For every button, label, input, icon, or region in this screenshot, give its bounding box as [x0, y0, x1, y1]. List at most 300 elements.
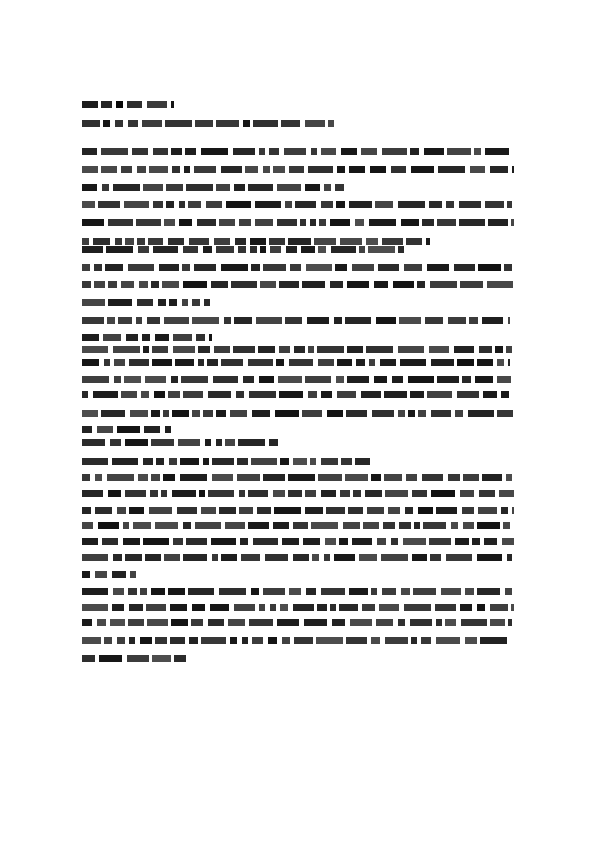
text-line [82, 299, 210, 306]
text-word [368, 246, 395, 253]
text-word [408, 376, 434, 383]
text-word [112, 458, 138, 465]
text-word [212, 458, 234, 465]
text-word [97, 619, 106, 626]
text-word [448, 317, 466, 324]
text-word [413, 588, 436, 595]
text-word [82, 334, 99, 341]
text-line [82, 554, 512, 561]
text-word [310, 458, 316, 465]
text-word [371, 588, 377, 595]
text-word [303, 538, 320, 545]
text-line [82, 410, 514, 417]
text-word [370, 166, 386, 173]
text-word [152, 359, 172, 366]
text-word [162, 281, 179, 288]
text-word [211, 538, 236, 545]
text-word [171, 101, 174, 108]
text-word [172, 410, 189, 417]
text-word [285, 317, 302, 324]
text-word [196, 334, 205, 341]
text-word [445, 619, 456, 626]
text-line [82, 458, 370, 465]
text-word [405, 507, 413, 514]
text-word [110, 439, 121, 446]
text-word [412, 490, 427, 497]
text-word [155, 334, 169, 341]
text-word [288, 490, 302, 497]
text-word [198, 359, 204, 366]
text-word [173, 334, 192, 341]
text-word [155, 522, 178, 529]
text-word [123, 522, 129, 529]
text-word [480, 637, 507, 644]
text-word [238, 246, 246, 253]
text-word [173, 346, 195, 353]
text-word [128, 120, 138, 127]
text-word [194, 166, 216, 173]
text-word [505, 588, 512, 595]
text-word [369, 359, 375, 366]
text-word [206, 201, 222, 208]
text-word [156, 458, 164, 465]
text-word [470, 166, 485, 173]
text-word [107, 474, 134, 481]
text-word [431, 410, 451, 417]
text-word [269, 238, 285, 245]
text-line [82, 219, 514, 226]
text-word [398, 346, 424, 353]
text-word [314, 238, 336, 245]
text-word [499, 490, 514, 497]
text-word [330, 604, 336, 611]
text-word [503, 522, 510, 529]
text-word [219, 507, 236, 514]
text-word [411, 637, 417, 644]
text-word [459, 201, 481, 208]
text-word [159, 264, 179, 271]
text-word [398, 619, 405, 626]
text-word [165, 426, 171, 433]
text-word [153, 201, 163, 208]
text-word [477, 522, 500, 529]
text-word [138, 246, 149, 253]
text-word [82, 426, 92, 433]
text-word [147, 619, 168, 626]
text-word [418, 507, 433, 514]
text-word [318, 474, 342, 481]
text-word [93, 391, 118, 398]
text-word [336, 376, 344, 383]
text-word [398, 410, 405, 417]
text-word [430, 281, 457, 288]
text-word [166, 201, 174, 208]
text-word [321, 148, 336, 155]
text-word [337, 166, 345, 173]
text-line [82, 655, 186, 662]
text-word [239, 219, 251, 226]
text-word [230, 637, 237, 644]
text-word [385, 490, 408, 497]
text-word [457, 391, 479, 398]
text-word [147, 317, 160, 324]
text-word [347, 346, 363, 353]
text-word [211, 281, 228, 288]
text-word [221, 166, 242, 173]
text-word [460, 490, 474, 497]
text-word [198, 346, 210, 353]
text-word [337, 359, 352, 366]
text-word [274, 507, 301, 514]
text-word [277, 219, 297, 226]
text-word [277, 184, 301, 191]
text-word [82, 490, 103, 497]
text-word [203, 410, 213, 417]
text-word [95, 507, 112, 514]
text-word [455, 538, 469, 545]
text-word [306, 588, 316, 595]
text-word [82, 410, 98, 417]
text-word [123, 538, 140, 545]
text-word [280, 604, 288, 611]
text-word [295, 201, 316, 208]
text-word [430, 554, 441, 561]
text-word [145, 376, 166, 383]
text-word [216, 410, 226, 417]
text-line [82, 201, 512, 208]
text-word [158, 299, 166, 306]
text-word [483, 391, 497, 398]
text-word [337, 391, 356, 398]
text-word [82, 507, 91, 514]
text-word [280, 458, 289, 465]
text-word [104, 359, 110, 366]
text-word [311, 148, 317, 155]
text-word [151, 439, 174, 446]
text-word [348, 507, 363, 514]
text-line [82, 376, 514, 383]
text-word [237, 458, 248, 465]
text-word [121, 166, 132, 173]
text-word [335, 264, 347, 271]
text-word [270, 604, 276, 611]
text-word [204, 299, 210, 306]
text-word [82, 391, 88, 398]
text-word [127, 655, 149, 662]
text-word [418, 410, 426, 417]
text-word [438, 166, 465, 173]
text-word [209, 334, 212, 341]
text-word [143, 346, 149, 353]
text-word [504, 264, 512, 271]
text-word [345, 474, 368, 481]
text-word [474, 148, 481, 155]
text-word [339, 604, 358, 611]
text-word [321, 458, 338, 465]
text-word [171, 619, 188, 626]
text-word [305, 184, 320, 191]
text-word [130, 571, 136, 578]
text-word [116, 101, 123, 108]
text-word [371, 637, 380, 644]
text-word [485, 148, 509, 155]
text-word [241, 554, 260, 561]
text-word [328, 120, 334, 127]
text-word [230, 410, 247, 417]
text-word [259, 148, 265, 155]
text-word [225, 439, 235, 446]
text-word [82, 166, 98, 173]
text-word [497, 410, 513, 417]
text-word [290, 264, 301, 271]
text-word [384, 391, 407, 398]
text-word [361, 391, 381, 398]
text-word [284, 148, 306, 155]
text-word [279, 391, 303, 398]
text-word [151, 588, 165, 595]
text-line [82, 522, 512, 529]
text-word [369, 219, 396, 226]
text-word [501, 507, 508, 514]
text-word [185, 148, 196, 155]
text-word [465, 637, 477, 644]
text-word [192, 299, 200, 306]
text-word [399, 522, 411, 529]
text-word [269, 439, 278, 446]
text-word [293, 554, 309, 561]
text-word [507, 554, 512, 561]
text-word [352, 264, 374, 271]
text-word [188, 201, 201, 208]
text-word [82, 458, 108, 465]
text-word [479, 346, 492, 353]
text-word [239, 507, 253, 514]
text-word [289, 359, 313, 366]
text-word [82, 637, 101, 644]
text-word [168, 238, 184, 245]
text-word [366, 238, 378, 245]
text-word [414, 522, 420, 529]
text-word [260, 246, 266, 253]
text-line [82, 490, 514, 497]
text-word [289, 588, 301, 595]
text-word [172, 490, 196, 497]
text-word [138, 474, 148, 481]
text-word [400, 359, 426, 366]
text-word [366, 346, 393, 353]
text-word [282, 637, 290, 644]
text-word [306, 264, 332, 271]
text-word [98, 201, 120, 208]
text-word [435, 604, 456, 611]
text-word [495, 346, 503, 353]
text-word [149, 166, 168, 173]
text-word [201, 148, 228, 155]
text-word [422, 219, 434, 226]
text-word [308, 346, 314, 353]
text-word [103, 120, 110, 127]
text-word [125, 554, 142, 561]
text-word [376, 317, 396, 324]
text-word [463, 522, 474, 529]
text-word [125, 238, 134, 245]
text-word [359, 246, 365, 253]
text-word [238, 439, 265, 446]
text-word [236, 391, 244, 398]
text-word [506, 346, 512, 353]
text-word [216, 439, 222, 446]
text-word [129, 507, 144, 514]
text-word [192, 410, 200, 417]
text-word [436, 619, 442, 626]
text-line [82, 238, 430, 245]
text-word [324, 554, 330, 561]
text-word [117, 426, 140, 433]
text-word [317, 346, 344, 353]
text-word [129, 637, 135, 644]
text-word [231, 281, 257, 288]
text-word [339, 538, 348, 545]
text-word [451, 522, 458, 529]
text-word [82, 655, 95, 662]
text-word [165, 120, 192, 127]
text-word [248, 522, 269, 529]
text-word [374, 281, 388, 288]
text-word [326, 507, 345, 514]
text-word [410, 619, 432, 626]
text-word [305, 120, 325, 127]
text-word [108, 219, 133, 226]
text-word [260, 281, 276, 288]
text-word [235, 238, 246, 245]
text-word [392, 376, 403, 383]
text-word [362, 604, 375, 611]
text-word [485, 201, 504, 208]
text-word [259, 376, 274, 383]
text-word [113, 184, 140, 191]
text-word [490, 166, 508, 173]
text-word [502, 538, 514, 545]
text-word [82, 522, 93, 529]
text-word [475, 376, 493, 383]
text-word [454, 264, 475, 271]
text-line [82, 359, 510, 366]
text-line [82, 619, 512, 626]
text-word [108, 281, 117, 288]
text-word [145, 554, 161, 561]
text-word [286, 246, 297, 253]
text-word [186, 184, 213, 191]
text-word [446, 554, 472, 561]
text-word [263, 166, 270, 173]
text-word [346, 410, 367, 417]
text-word [391, 538, 398, 545]
text-word [168, 391, 180, 398]
text-word [170, 637, 185, 644]
text-word [175, 359, 194, 366]
text-word [101, 101, 112, 108]
text-word [361, 148, 377, 155]
text-word [178, 439, 200, 446]
text-word [221, 264, 248, 271]
text-word [233, 148, 255, 155]
text-word [429, 201, 442, 208]
text-word [101, 148, 128, 155]
text-word [245, 166, 258, 173]
text-word [307, 317, 329, 324]
text-word [490, 604, 508, 611]
text-word [347, 281, 369, 288]
text-line [82, 148, 512, 155]
text-word [462, 376, 471, 383]
text-word [113, 554, 122, 561]
text-word [113, 346, 140, 353]
text-word [411, 166, 434, 173]
text-word [482, 474, 502, 481]
text-word [125, 439, 148, 446]
text-word [512, 166, 514, 173]
text-word [195, 522, 221, 529]
text-word [129, 359, 149, 366]
text-word [399, 317, 421, 324]
text-word [463, 474, 479, 481]
text-word [189, 238, 209, 245]
text-word [174, 655, 186, 662]
text-word [279, 281, 299, 288]
text-word [330, 281, 343, 288]
text-word [273, 522, 289, 529]
text-word [82, 439, 105, 446]
text-word [144, 426, 160, 433]
text-word [265, 554, 288, 561]
text-word [82, 571, 90, 578]
text-word [219, 588, 246, 595]
text-word [163, 474, 175, 481]
text-word [82, 238, 89, 245]
text-word [304, 619, 327, 626]
text-word [82, 588, 108, 595]
text-word [152, 655, 171, 662]
text-word [404, 604, 431, 611]
text-word [437, 219, 456, 226]
text-word [164, 554, 180, 561]
text-word [275, 410, 299, 417]
text-word [347, 376, 369, 383]
text-word [168, 588, 185, 595]
text-word [228, 619, 245, 626]
text-word [465, 588, 474, 595]
text-word [497, 376, 511, 383]
text-word [108, 490, 121, 497]
text-word [248, 184, 273, 191]
text-word [330, 219, 350, 226]
text-word [508, 619, 512, 626]
text-word [487, 281, 513, 288]
text-word [124, 376, 141, 383]
text-word [468, 410, 494, 417]
text-word [350, 619, 372, 626]
text-word [216, 120, 239, 127]
text-word [302, 410, 322, 417]
text-word [484, 538, 497, 545]
text-word [270, 246, 281, 253]
text-word [140, 588, 147, 595]
text-word [141, 391, 149, 398]
text-word [251, 458, 277, 465]
text-word [497, 359, 504, 366]
text-word [139, 281, 148, 288]
text-word [82, 101, 98, 108]
